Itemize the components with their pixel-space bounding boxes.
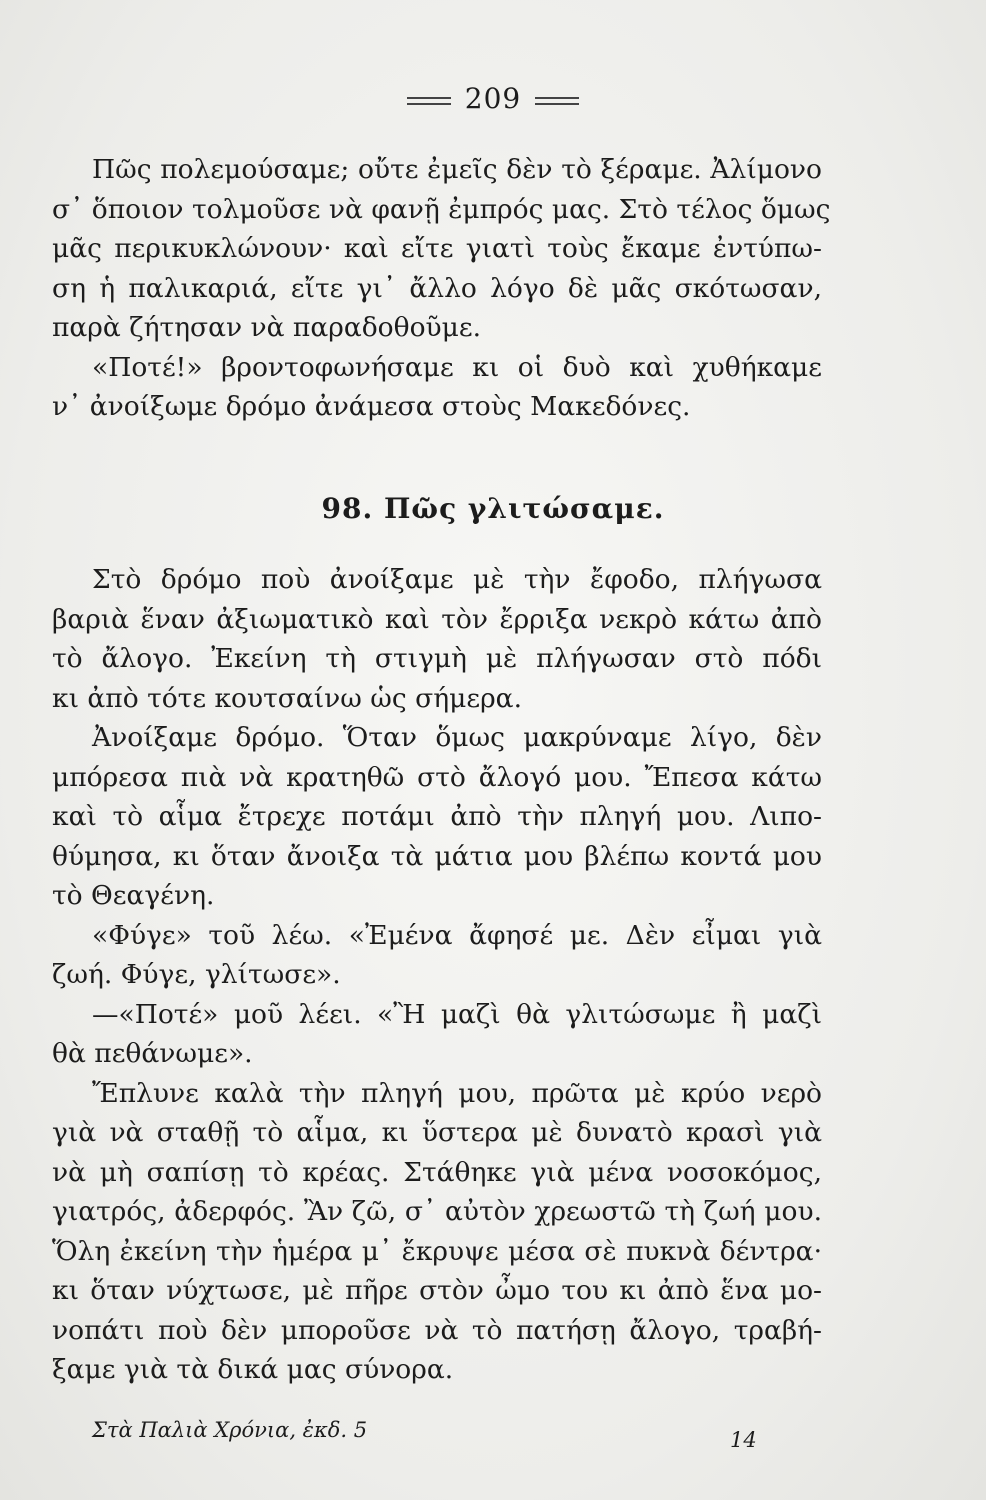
text-line: Πῶς πολεμούσαμε; οὔτε ἐμεῖς δὲν τὸ ξέραμε. Ἀλίμονο xyxy=(92,154,822,185)
text-line: σ᾿ ὅποιον τολμοῦσε νὰ φανῇ ἐμπρός μας. Στὸ τέλος ὅμως xyxy=(52,193,831,225)
text-line: τὸ ἄλογο. Ἐκείνη τὴ στιγμὴ μὲ πλήγωσαν στὸ πόδι xyxy=(52,643,822,674)
text-line: ν᾿ ἀνοίξωμε δρόμο ἀνάμεσα στοὺς Μακεδόνες. xyxy=(52,391,691,422)
text-line: νὰ μὴ σαπίσῃ τὸ κρέας. Στάθηκε γιὰ μένα νοσοκόμος, xyxy=(52,1156,822,1188)
text-line: θύμησα, κι ὅταν ἄνοιξα τὰ μάτια μου βλέπω κοντά μου xyxy=(52,840,822,872)
text-line: Ἔπλυνε καλὰ τὴν πληγή μου, πρῶτα μὲ κρύο νερὸ xyxy=(92,1077,822,1109)
text-line: καὶ τὸ αἷμα ἔτρεχε ποτάμι ἀπὸ τὴν πληγή μου. Λιπο- xyxy=(52,801,822,832)
text-block-bottom xyxy=(52,560,822,1390)
text-line: «Ποτέ!» βροντοφωνήσαμε κι οἱ δυὸ καὶ χυθήκαμε xyxy=(92,351,822,383)
text-line: ζωή. Φύγε, γλίτωσε». xyxy=(52,959,341,990)
footer-sheet-number: 14 xyxy=(730,1428,757,1452)
text-line: θὰ πεθάνωμε». xyxy=(52,1038,253,1069)
text-line: Στὸ δρόμο ποὺ ἀνοίξαμε μὲ τὴν ἔφοδο, πλήγωσα xyxy=(92,564,822,595)
text-line: τὸ Θεαγένη. xyxy=(52,880,215,911)
text-line: βαριὰ ἕναν ἀξιωματικὸ καὶ τὸν ἔρριξα νεκρὸ κάτω ἀπὸ xyxy=(52,603,822,635)
text-line: ση ἡ παλικαριά, εἴτε γι᾿ ἄλλο λόγο δὲ μᾶς σκότωσαν, xyxy=(52,272,822,304)
text-line: Ὅλη ἐκείνη τὴν ἡμέρα μ᾿ ἔκρυψε μέσα σὲ πυκνὰ δέντρα· xyxy=(52,1235,822,1267)
text-line: «Φύγε» τοῦ λέω. «Ἐμένα ἄφησέ με. Δὲν εἶμαι γιὰ xyxy=(92,919,822,951)
page-number-text: 209 xyxy=(464,82,522,115)
right-rule xyxy=(535,97,579,105)
text-line: νοπάτι ποὺ δὲν μποροῦσε νὰ τὸ πατήσῃ ἄλογο, τραβή- xyxy=(52,1314,822,1346)
text-line: μᾶς περικυκλώνουν· καὶ εἴτε γιατὶ τοὺς ἔκαμε ἐντύπω- xyxy=(52,233,822,264)
text-line: ξαμε γιὰ τὰ δικά μας σύνορα. xyxy=(52,1354,454,1385)
text-block-top xyxy=(52,150,831,427)
text-line: γιὰ νὰ σταθῇ τὸ αἷμα, κι ὕστερα μὲ δυνατὸ κρασὶ γιὰ xyxy=(52,1117,822,1148)
text-line: κι ὅταν νύχτωσε, μὲ πῆρε στὸν ὦμο του κι ἀπὸ ἕνα μο- xyxy=(52,1275,822,1306)
text-line: κι ἀπὸ τότε κουτσαίνω ὡς σήμερα. xyxy=(52,682,522,714)
text-line: παρὰ ζήτησαν νὰ παραδοθοῦμε. xyxy=(52,312,482,343)
text-line: γιατρός, ἀδερφός. Ἂν ζῶ, σ᾿ αὐτὸν χρεωστῶ τὴ ζωή μου. xyxy=(52,1196,822,1227)
left-rule xyxy=(407,97,451,105)
text-line: —«Ποτέ» μοῦ λέει. «Ἢ μαζὶ θὰ γλιτώσωμε ἢ μαζὶ xyxy=(92,998,822,1030)
text-line: Ἀνοίξαμε δρόμο. Ὅταν ὅμως μακρύναμε λίγο, δὲν xyxy=(92,722,822,753)
text-line: μπόρεσα πιὰ νὰ κρατηθῶ στὸ ἄλογό μου. Ἔπεσα κάτω xyxy=(52,761,822,793)
section-heading: 98. Πῶς γλιτώσαμε. xyxy=(321,492,665,525)
page-number xyxy=(0,82,986,115)
footer-signature: Στὰ Παλιὰ Χρόνια, ἐκδ. 5 xyxy=(92,1418,368,1442)
